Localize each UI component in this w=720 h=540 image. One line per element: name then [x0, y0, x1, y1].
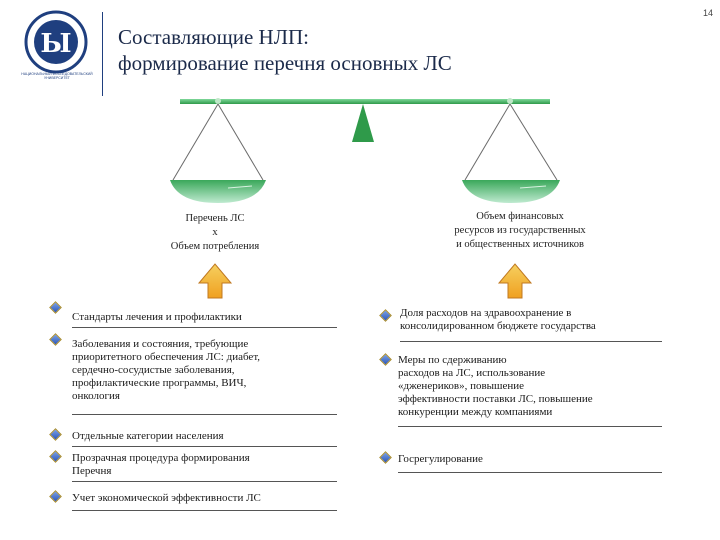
diamond-bullet-icon [379, 309, 392, 322]
title-line-2: формирование перечня основных ЛС [118, 51, 452, 75]
list-item [398, 354, 662, 419]
scale-fulcrum [352, 104, 374, 142]
left-pan-label [140, 212, 290, 254]
right-up-arrow [499, 264, 531, 298]
left-pan-line: Объем потребления [170, 241, 260, 252]
svg-text:Ы: Ы [40, 29, 72, 59]
item-text: онкология [72, 390, 120, 402]
divider [72, 510, 337, 511]
hse-logo [10, 8, 102, 94]
left-pan-line: Перечень ЛС [185, 213, 245, 224]
left-pan [170, 180, 266, 203]
page-title [118, 24, 452, 76]
item-text: Прозрачная процедура формирования [72, 452, 250, 464]
list-item [72, 311, 337, 324]
item-text: Госрегулирование [398, 453, 483, 465]
item-text: конкуренции между компаниями [398, 406, 553, 418]
item-text: Отдельные категории населения [72, 430, 224, 442]
divider [398, 472, 662, 473]
item-text: Перечня [72, 465, 112, 477]
item-text: расходов на ЛС, использование [398, 367, 546, 379]
page-number: 14 [703, 8, 714, 18]
item-text: Доля расходов на здравоохранение в [400, 307, 572, 319]
item-text: эффективности поставки ЛС, повышение [398, 393, 593, 405]
right-pan-label [410, 210, 630, 252]
divider [72, 446, 337, 447]
list-item [72, 430, 337, 443]
item-text: профилактические программы, ВИЧ, [72, 377, 247, 389]
item-text: Учет экономической эффективности ЛС [72, 492, 261, 504]
right-pan-line: и общественных источников [456, 239, 584, 250]
item-text: Меры по сдерживанию [398, 354, 507, 366]
diamond-bullet-icon [49, 490, 62, 503]
right-pan-line: ресурсов из государственных [454, 225, 586, 236]
title-line-1: Составляющие НЛП: [118, 25, 309, 49]
diamond-bullet-icon [49, 428, 62, 441]
scale-beam [180, 99, 550, 104]
divider [72, 327, 337, 328]
list-item [398, 453, 662, 466]
right-pan-line: Объем финансовых [476, 211, 564, 222]
divider [400, 341, 662, 342]
list-item [72, 338, 337, 403]
item-text: Заболевания и состояния, требующие [72, 338, 249, 350]
list-item [400, 307, 662, 333]
item-text: Стандарты лечения и профилактики [72, 311, 242, 323]
item-text: приоритетного обеспечения ЛС: диабет, [72, 351, 261, 363]
right-pan [462, 180, 560, 203]
left-up-arrow [199, 264, 231, 298]
diamond-bullet-icon [49, 333, 62, 346]
item-text: сердечно-сосудистые заболевания, [72, 364, 235, 376]
item-text: «дженериков», повышение [398, 380, 525, 392]
item-text: консолидированном бюджете государства [400, 320, 596, 332]
divider [72, 481, 337, 482]
diamond-bullet-icon [379, 353, 392, 366]
list-item [72, 452, 337, 478]
logo-caption: НАЦИОНАЛЬНЫЙ ИССЛЕДОВАТЕЛЬСКИЙ УНИВЕРСИТЕТ [21, 72, 93, 80]
diamond-bullet-icon [379, 451, 392, 464]
divider [398, 426, 662, 427]
list-item [72, 492, 337, 505]
divider [72, 414, 337, 415]
header-divider [102, 12, 103, 96]
left-pan-line: х [212, 227, 218, 238]
diamond-bullet-icon [49, 301, 62, 314]
diamond-bullet-icon [49, 450, 62, 463]
